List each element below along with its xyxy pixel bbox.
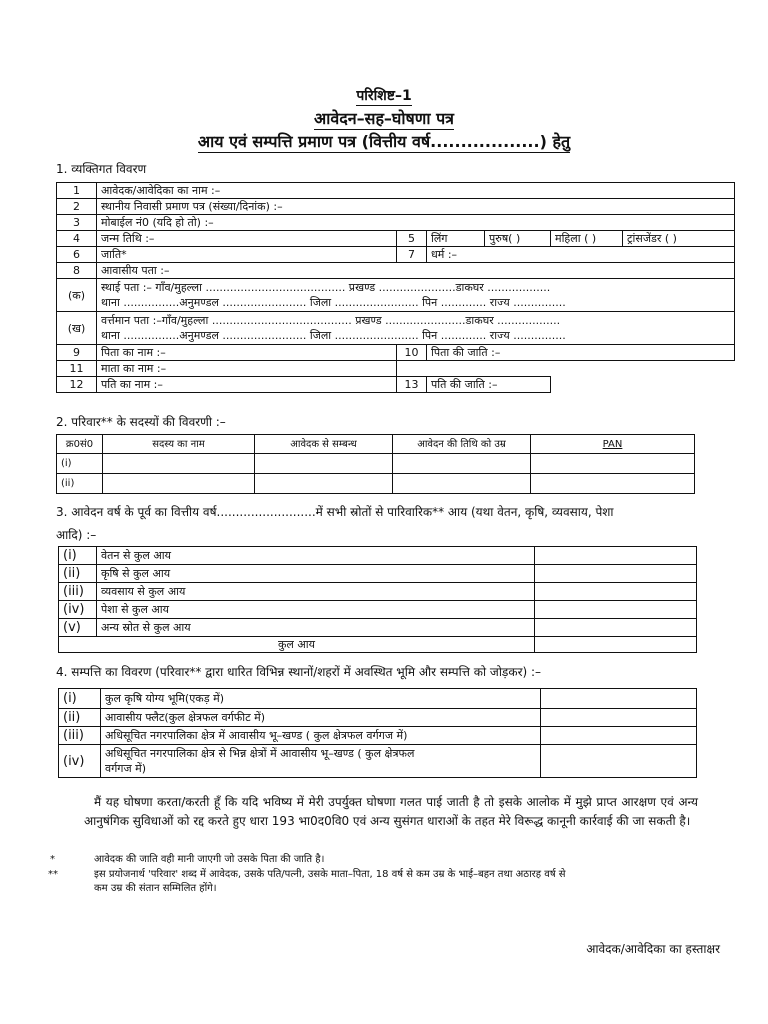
row-number: (v) [59,619,97,637]
section2-heading: 2. परिवार** के सदस्यों की विवरणी :– [56,415,226,429]
caste-field[interactable]: जाति* [97,247,397,263]
income-value-cell[interactable] [535,619,697,637]
residential-address-label: आवासीय पता :– [97,263,735,279]
member-name-cell[interactable] [103,474,255,494]
applicant-signature-label: आवेदक/आवेदिका का हस्ताक्षर [586,942,720,956]
table-row [57,345,735,361]
property-label-line1: अधिसूचित नगरपालिका क्षेत्र से भिन्न क्षेत्रों में आवासीय भू–खण्ड ( कुल क्षेत्रफल [105,747,415,760]
table-row [57,247,735,263]
permanent-address-line1: स्थाई पता :– गाँव/मुहल्ला ........................................ प्रखण्ड ......................डाकघर .................. [101,281,551,294]
row-number: (iii) [59,727,101,745]
row-number: (iii) [59,583,97,601]
column-header: आवेदन की तिथि को उम्र [393,435,531,454]
father-caste-field[interactable]: पिता की जाति :– [427,345,735,361]
note-text: आवेदक की जाति वही मानी जाएगी जो उसके पिता की जाति है। [94,854,325,865]
property-label: कुल कृषि योग्य भूमि(एकड़ में) [101,689,541,709]
property-label-line2: वर्गगज में) [105,762,147,775]
row-number: (ii) [59,565,97,583]
note-text: इस प्रयोजनार्थ 'परिवार' शब्द में आवेदक, उसके पति/पत्नी, उसके माता–पिता, 18 वर्ष से कम उम्र के भाई–बहन तथा अठारह वर्ष से [94,869,566,880]
residence-certificate-field[interactable]: स्थानीय निवासी प्रमाण पत्र (संख्या/दिनांक) :– [97,199,735,215]
row-number: (i) [59,547,97,565]
income-label: वेतन से कुल आय [97,547,535,565]
row-number: 2 [57,199,97,215]
row-number: (ख) [57,312,97,345]
table-row [57,199,735,215]
income-label: व्यवसाय से कुल आय [97,583,535,601]
property-value-cell[interactable] [541,727,697,745]
income-value-cell[interactable] [535,547,697,565]
relation-cell[interactable] [255,454,393,474]
row-number: (क) [57,279,97,312]
section3-heading-cont: आदि) :– [56,528,97,542]
mobile-number-field[interactable]: मोबाईल नं0 (यदि हो तो) :– [97,215,735,231]
note-mark: ** [48,869,58,880]
pan-cell[interactable] [531,454,695,474]
property-value-cell[interactable] [541,709,697,727]
property-label [101,745,541,778]
table-row [57,312,735,345]
current-address-line1: वर्त्तमान पता :–गाँव/मुहल्ला ........................................ प्रखण्ड .......................डाकघर .................. [101,314,561,327]
section4-heading: 4. सम्पत्ति का विवरण (परिवार** द्वारा धारित विभिन्न स्थानों/शहरों में अवस्थित भूमि और सम्पत्ति को जोड़कर) :– [56,665,542,679]
table-row [57,183,735,199]
table-row [57,377,735,393]
date-of-birth-field[interactable]: जन्म तिथि :– [97,231,397,247]
total-income-label: कुल आय [59,637,535,653]
form-title: आवेदन–सह–घोषणा पत्र [314,109,454,128]
husband-name-field[interactable]: पति का नाम :– [97,377,397,393]
applicant-name-field[interactable]: आवेदक/आवेदिका का नाम :– [97,183,735,199]
note-mark: * [50,854,55,865]
religion-field[interactable]: धर्म :– [427,247,735,263]
section3-heading: 3. आवेदन वर्ष के पूर्व का वित्तीय वर्ष..........................में सभी स्रोतों से पारिवारिक** आय (यथा वेतन, कृषि, व्यवसाय, पेशा [56,505,614,519]
income-label: कृषि से कुल आय [97,565,535,583]
table-row [59,565,697,583]
row-number: 9 [57,345,97,361]
row-number: 10 [397,345,427,361]
note-text-cont: कम उम्र की संतान सम्मिलित होंगे। [94,883,217,894]
column-header: आवेदक से सम्बन्ध [255,435,393,454]
row-number: 12 [57,377,97,393]
section1-heading: 1. व्यक्तिगत विवरण [56,162,147,176]
row-number: (ii) [57,474,103,494]
table-row [59,745,697,778]
father-name-field[interactable]: पिता का नाम :– [97,345,397,361]
current-address-field[interactable] [97,312,735,345]
member-name-cell[interactable] [103,454,255,474]
current-address-line2: थाना ................अनुमण्डल ........................ जिला ........................ पिन ............. राज्य ............... [101,329,566,342]
column-header: क्र0सं0 [57,435,103,454]
permanent-address-field[interactable] [97,279,735,312]
income-table [58,546,697,653]
table-row [57,231,735,247]
property-table [58,688,697,778]
table-row [59,727,697,745]
property-label: अधिसूचित नगरपालिका क्षेत्र में आवासीय भू–खण्ड ( कुल क्षेत्रफल वर्गगज में) [101,727,541,745]
row-number: 1 [57,183,97,199]
income-label: अन्य स्रोत से कुल आय [97,619,535,637]
permanent-address-line2: थाना ................अनुमण्डल ........................ जिला ........................ पिन ............. राज्य ............... [101,296,566,309]
gender-female-option[interactable]: महिला ( ) [551,231,623,247]
table-row [57,361,735,377]
table-row [59,583,697,601]
gender-transgender-option[interactable]: ट्रांसजेंडर ( ) [623,231,735,247]
row-number: (iv) [59,601,97,619]
row-number: 7 [397,247,427,263]
property-value-cell[interactable] [541,745,697,778]
husband-caste-field[interactable]: पति की जाति :– [427,377,551,393]
table-header-row [57,435,695,454]
age-cell[interactable] [393,474,531,494]
property-value-cell[interactable] [541,689,697,709]
table-row [57,454,695,474]
income-label: पेशा से कुल आय [97,601,535,619]
form-subtitle: आय एवं सम्पत्ति प्रमाण पत्र (वित्तीय वर्ष..................) हेतु [197,132,571,151]
declaration-text: मैं यह घोषणा करता/करती हूँ कि यदि भविष्य में मेरी उपर्युक्त घोषणा गलत पाई जाती है तो इसके आलोक में मुझे प्राप्त आरक्षण एवं अन्य आनुषंगिक सुविधाओं को रद्द करते हुए धारा 193 भा0द0वि0 एवं अन्य सुसंगत धाराओं के तहत मेरे विरूद्ध कानूनी कार्रवाई की जा सकती है। [84,795,698,828]
table-row [59,601,697,619]
appendix-title: परिशिष्ट–1 [356,88,412,104]
row-number: 8 [57,263,97,279]
table-row [59,619,697,637]
total-income-value-cell[interactable] [535,637,697,653]
row-number: (i) [59,689,101,709]
row-number: 4 [57,231,97,247]
table-row [57,263,735,279]
table-row [57,474,695,494]
row-number: 6 [57,247,97,263]
column-header: PAN [531,435,695,454]
row-number: (i) [57,454,103,474]
family-members-table [56,434,695,494]
column-header: सदस्य का नाम [103,435,255,454]
row-number: 11 [57,361,97,377]
table-row [59,547,697,565]
property-label: आवासीय फ्लैट(कुल क्षेत्रफल वर्गफीट में) [101,709,541,727]
pan-cell[interactable] [531,474,695,494]
gender-label: लिंग [427,231,485,247]
table-row [59,689,697,709]
row-number: 3 [57,215,97,231]
row-number: (iv) [59,745,101,778]
gender-male-option[interactable]: पुरुष( ) [485,231,551,247]
income-value-cell[interactable] [535,601,697,619]
mother-name-field[interactable]: माता का नाम :– [97,361,397,377]
income-value-cell[interactable] [535,583,697,601]
table-row [57,215,735,231]
relation-cell[interactable] [255,474,393,494]
table-row [59,709,697,727]
income-value-cell[interactable] [535,565,697,583]
table-row [59,637,697,653]
row-number: 13 [397,377,427,393]
age-cell[interactable] [393,454,531,474]
table-row [57,279,735,312]
personal-details-table [56,182,735,393]
row-number: (ii) [59,709,101,727]
row-number: 5 [397,231,427,247]
